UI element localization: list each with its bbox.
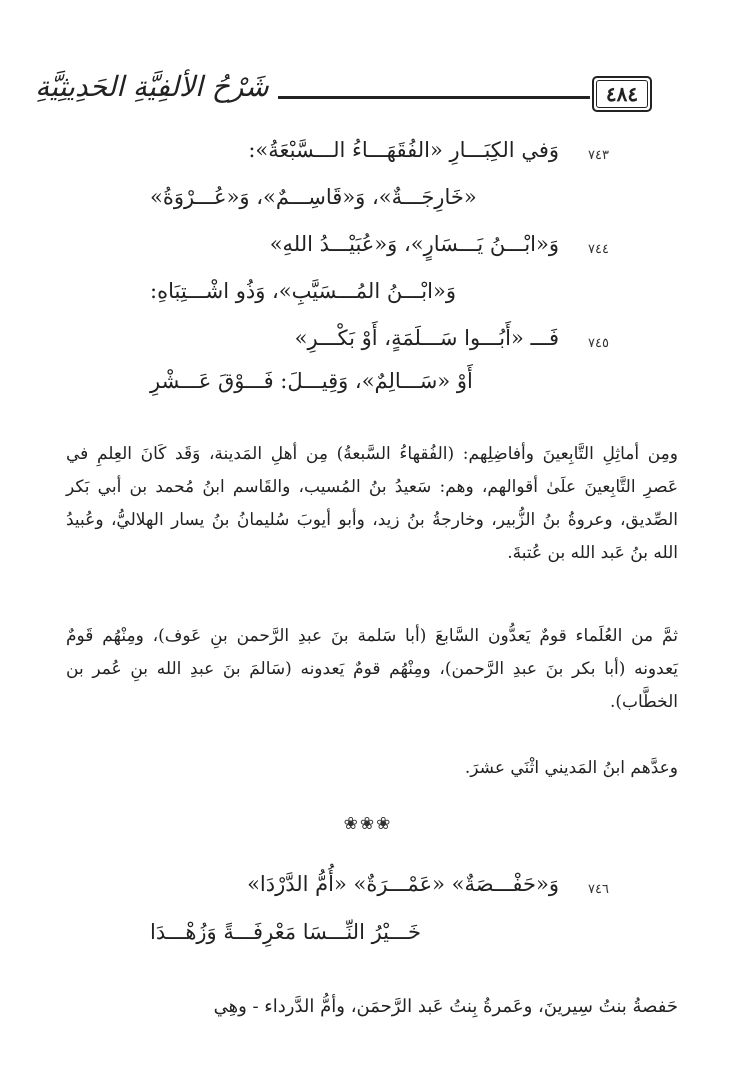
book-title: شَرْحُ الألفِيَّةِ الحَدِيثِيَّةِ xyxy=(35,70,269,103)
commentary-paragraph: ثمَّ من العُلَماء قومٌ يَعدُّون السَّابعَ (أبا سَلمة بنَ عبدِ الرَّحمن بنِ عَوف)، ومِنْهُم قَومٌ يَعدونه (أبا بكر بنَ عبدِ الرَّحمن)، ومِنْهُم قومٌ يَعدونه (سَالمَ بنَ عبدِ الله بنِ عُمر بن الخطَّاب). xyxy=(66,626,678,712)
commentary-paragraph: وعدَّهم ابنُ المَديني اثْنَي عشرَ. xyxy=(464,758,678,778)
verse-number: ٧٤٣ xyxy=(588,148,609,163)
header-rule xyxy=(278,96,590,99)
verse-second-half: «خَارِجَـــةٌ»، وَ«قَاسِـــمٌ»، وَ«عُـــرْوَةُ» xyxy=(150,185,477,209)
verse-second-half: خَـــيْرُ النِّـــسَا مَعْرِفَـــةً وَزُهْـــدَا xyxy=(150,920,421,944)
verse-first-half: وَ«حَفْـــصَةٌ» «عَمْـــرَةٌ» «أُمُّ الدَّرْدَا» xyxy=(247,872,559,896)
verse-number: ٧٤٥ xyxy=(588,336,609,351)
section-separator: ❀❀❀ xyxy=(343,814,393,834)
commentary-paragraph: ومِن أماثِلِ التَّابِعينَ وأفاضِلِهم: (الفُقهاءُ السَّبعةُ) مِن أهلِ المَدينة، وَقَد كَانَ العِلمِ في عَصرِ التَّابِعينَ علَىٰ أقوالهم، وهم: سَعيدُ بنُ المُسيب، والقَاسم ابنُ مُحمد بن أبي بَكر الصِّديق، وعروةُ بنُ الزُّبير، وخارجةُ بنُ زيد، وأبو أيوبَ سُليمانُ بنُ يسار الهلاليُّ، وعُبيدُ الله بنُ عَبد الله بن عُتبةَ. xyxy=(66,444,678,563)
verse-first-half: وَ«ابْـــنُ يَـــسَارٍ»، وَ«عُبَيْـــدُ اللهِ» xyxy=(269,232,559,256)
verse-second-half: وَ«ابْـــنُ المُـــسَيَّبِ»، وَذُو اشْـــتِبَاهِ: xyxy=(150,279,456,303)
verse-number: ٧٤٤ xyxy=(588,242,609,257)
verse-first-half: وَفي الكِبَـــارِ «الفُقَهَـــاءُ الـــسَّبْعَةُ»: xyxy=(248,138,559,162)
commentary-last-line: حَفصةُ بنتُ سِيرينَ، وعَمرةُ بِنتُ عَبد الرَّحمَن، وأمُّ الدَّرداء - وهِي xyxy=(213,996,678,1017)
page-number: ٤٨٤ xyxy=(592,76,652,112)
verse-number: ٧٤٦ xyxy=(588,882,609,897)
verse-first-half: فَـــ «أَبُـــوا سَـــلَمَةٍ، أَوْ بَكْـــرِ» xyxy=(294,326,559,350)
verse-second-half: أَوْ «سَـــالِمٌ»، وَقِيـــلَ: فَـــوْقَ عَـــشْرِ xyxy=(150,369,473,393)
